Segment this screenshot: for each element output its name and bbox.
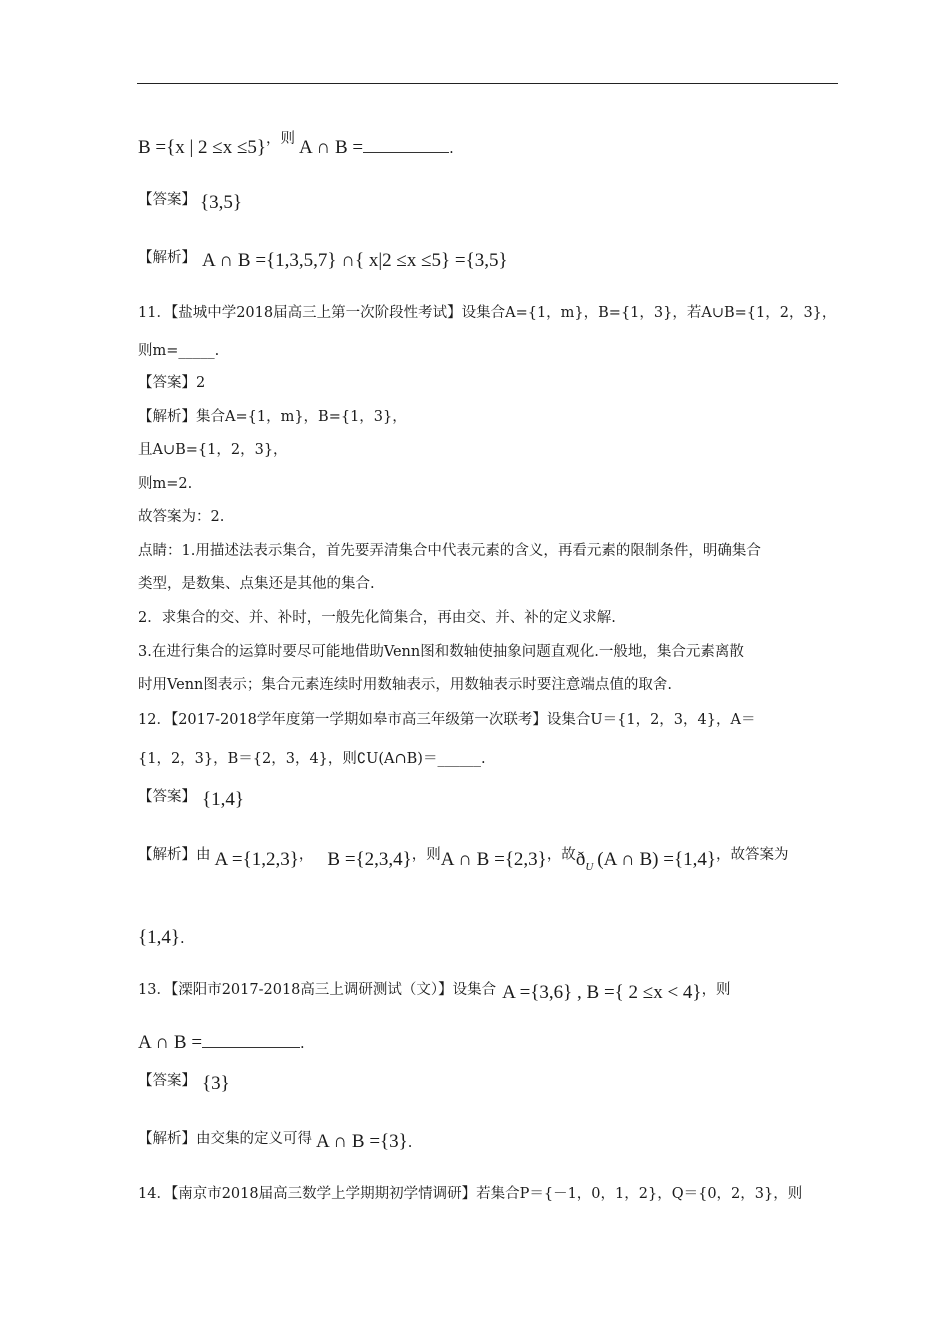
explanation-tail: ，故答案为 (715, 847, 789, 863)
period: . (180, 931, 185, 947)
q11-note-2: 类型，是数集、点集还是其他的集合. (138, 576, 375, 592)
explanation-math: A ∩ B ={1,3,5,7} ∩{ x|2 ≤x ≤5} ={3,5} (202, 250, 508, 271)
math-set-b: B ={x | 2 ≤x ≤5} (138, 137, 267, 158)
period: . (407, 1135, 413, 1151)
q11-explanation-2: 且A∪B={1，2，3}， (138, 442, 288, 458)
q12-answer (138, 790, 244, 811)
math-set-a: A ={1,2,3} (214, 849, 299, 870)
q10-answer (138, 193, 242, 214)
answer-blank (363, 152, 449, 153)
q10-explanation (138, 251, 508, 272)
q12-line1: 12．【2017-2018学年度第一学期如皋市高三年级第一次联考】设集合U＝{1，2，3，4}，A＝ (138, 712, 756, 728)
q11-explanation-1: 【解析】集合A={1，m}，B={1，3}， (138, 409, 407, 425)
q12-final (138, 928, 185, 949)
q11-answer: 【答案】2 (138, 375, 206, 391)
q11-line2: 则m=_____. (138, 343, 220, 359)
q11-note-3: 2．求集合的交、并、补时，一般先化简集合，再由交、并、补的定义求解. (138, 610, 616, 626)
answer-math: {1,4} (202, 789, 244, 810)
q14-line1: 14．【南京市2018届高三数学上学期期初学情调研】若集合P＝{－1，0，1，2}，Q＝{0，2，3}，则 (138, 1186, 803, 1202)
q11-explanation-4: 故答案为：2. (138, 509, 225, 525)
separator: ，则 (411, 847, 441, 863)
separator: ， (298, 847, 314, 863)
q13-line2 (138, 1033, 305, 1054)
q13-explanation (138, 1132, 412, 1153)
math-intersection: A ∩ B ={2,3} (440, 849, 547, 870)
answer-label: 【答案】 (138, 192, 196, 208)
math-intersection: A ∩ B = (138, 1032, 203, 1053)
period: . (449, 141, 454, 157)
complement-symbol: ð (575, 849, 586, 870)
answer-math: {3} (202, 1073, 230, 1094)
explanation-label: 【解析】 (138, 250, 196, 266)
q11-line1: 11．【盐城中学2018届高三上第一次阶段性考试】设集合A={1，m}，B={1，3}，若A∪B={1，2，3}， (138, 305, 837, 321)
q12-explanation (138, 847, 789, 873)
explanation-text: 【解析】由交集的定义可得 (138, 1131, 312, 1147)
answer-blank (202, 1047, 300, 1048)
explanation-math: A ∩ B ={3} (316, 1131, 408, 1152)
explanation-label: 【解析】由 (138, 847, 211, 863)
answer-label: 【答案】 (138, 789, 196, 805)
answer-label: 【答案】 (138, 1073, 196, 1089)
period: . (300, 1036, 305, 1052)
q13-sets-math: A ={3,6} , B ={ 2 ≤x < 4} (502, 982, 702, 1003)
q13-answer (138, 1074, 230, 1095)
q11-explanation-3: 则m=2. (138, 476, 193, 492)
q10-then-text: ，则 (266, 131, 296, 147)
q11-note-5: 时用Venn图表示；集合元素连续时用数轴表示，用数轴表示时要注意端点值的取舍. (138, 677, 673, 693)
math-result: (A ∩ B) ={1,4} (597, 849, 716, 870)
answer-math: {3,5} (200, 192, 242, 213)
final-math: {1,4} (138, 927, 180, 948)
q10-question-tail (138, 131, 454, 159)
q13-line1 (138, 983, 731, 1004)
q11-note-4: 3.在进行集合的运算时要尽可能地借助Venn图和数轴使抽象问题直观化.一般地，集合元素离散 (138, 644, 744, 660)
q11-note-1: 点睛：1.用描述法表示集合，首先要弄清集合中代表元素的含义，再看元素的限制条件，明确集合 (138, 543, 761, 559)
q13-question-text: 13．【溧阳市2017-2018高三上调研测试（文）】设集合 (138, 982, 497, 998)
complement-subscript: U (585, 861, 594, 873)
header-rule (137, 83, 838, 84)
math-intersection: A ∩ B = (299, 137, 364, 158)
q12-line2: {1，2，3}，B＝{2，3，4}，则∁U(A∩B)＝______. (138, 751, 486, 767)
math-set-b: B ={2,3,4} (327, 849, 412, 870)
separator: ，故 (546, 847, 576, 863)
q13-then: ，则 (701, 982, 731, 998)
